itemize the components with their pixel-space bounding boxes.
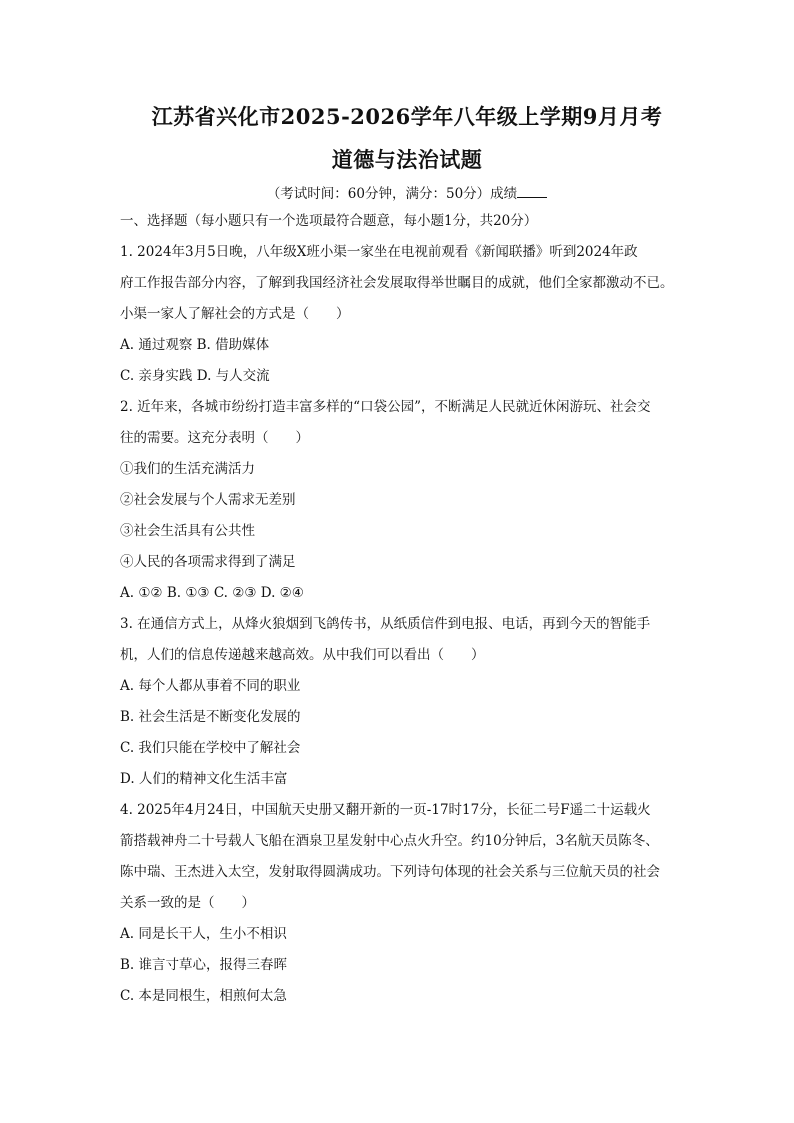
exam-info bbox=[120, 183, 694, 204]
question-statement: ③社会生活具有公共性 bbox=[120, 523, 255, 539]
question-stem-line: 小渠一家人了解社会的方式是（ ） bbox=[120, 306, 350, 322]
question-options: A. ①② B. ①③ C. ②③ D. ②④ bbox=[120, 585, 304, 601]
question-stem-line: 箭搭载神舟二十号载人飞船在酒泉卫星发射中心点火升空。约10分钟后，3名航天员陈冬、 bbox=[120, 833, 659, 849]
score-blank bbox=[517, 183, 547, 198]
question-option-a: A. 同是长干人，生小不相识 bbox=[120, 926, 287, 942]
question-stem-line: 府工作报告部分内容，了解到我国经济社会发展取得举世瞩目的成就，他们全家都激动不已。 bbox=[120, 275, 674, 291]
exam-title: 江苏省兴化市2025-2026学年八年级上学期9月月考 bbox=[151, 104, 663, 129]
question-options: C. 亲身实践 D. 与人交流 bbox=[120, 368, 270, 384]
question-1 bbox=[120, 237, 694, 392]
question-stem-line: 往的需要。这充分表明（ ） bbox=[120, 430, 309, 446]
question-statement: ①我们的生活充满活力 bbox=[120, 461, 255, 477]
question-option-b: B. 谁言寸草心，报得三春晖 bbox=[120, 957, 288, 973]
exam-subtitle: 道德与法治试题 bbox=[331, 147, 483, 172]
question-statement: ④人民的各项需求得到了满足 bbox=[120, 554, 296, 570]
question-option-a: A. 每个人都从事着不同的职业 bbox=[120, 678, 301, 694]
question-2 bbox=[120, 392, 694, 609]
question-stem-line: 1. 2024年3月5日晚，八年级X班小渠一家坐在电视前观看《新闻联播》听到2024年政 bbox=[120, 244, 638, 260]
question-stem-line: 关系一致的是（ ） bbox=[120, 895, 255, 911]
exam-info-text: （考试时间：60分钟，满分：50分）成绩 bbox=[266, 186, 518, 202]
question-stem-line: 机，人们的信息传递越来越高效。从中我们可以看出（ ） bbox=[120, 647, 485, 663]
section-heading: 一、选择题（每小题只有一个选项最符合题意，每小题1分，共20分） bbox=[120, 213, 538, 229]
question-statement: ②社会发展与个人需求无差别 bbox=[120, 492, 296, 508]
question-option-d: D. 人们的精神文化生活丰富 bbox=[120, 771, 288, 787]
question-stem-line: 4. 2025年4月24日，中国航天史册又翻开新的一页-17时17分，长征二号F遥二十运载火 bbox=[120, 802, 651, 818]
question-option-b: B. 社会生活是不断变化发展的 bbox=[120, 709, 301, 725]
question-stem-line: 陈中瑞、王杰进入太空，发射取得圆满成功。下列诗句体现的社会关系与三位航天员的社会 bbox=[120, 864, 660, 880]
question-option-c: C. 我们只能在学校中了解社会 bbox=[120, 740, 301, 756]
question-4 bbox=[120, 795, 694, 1012]
question-stem-line: 3. 在通信方式上，从烽火狼烟到飞鸽传书，从纸质信件到电报、电话，再到今天的智能手 bbox=[120, 616, 651, 632]
question-option-c: C. 本是同根生，相煎何太急 bbox=[120, 988, 287, 1004]
question-3 bbox=[120, 609, 694, 795]
question-stem-line: 2. 近年来，各城市纷纷打造丰富多样的“口袋公园”，不断满足人民就近休闲游玩、社会交 bbox=[120, 399, 651, 415]
question-options: A. 通过观察 B. 借助媒体 bbox=[120, 337, 270, 353]
